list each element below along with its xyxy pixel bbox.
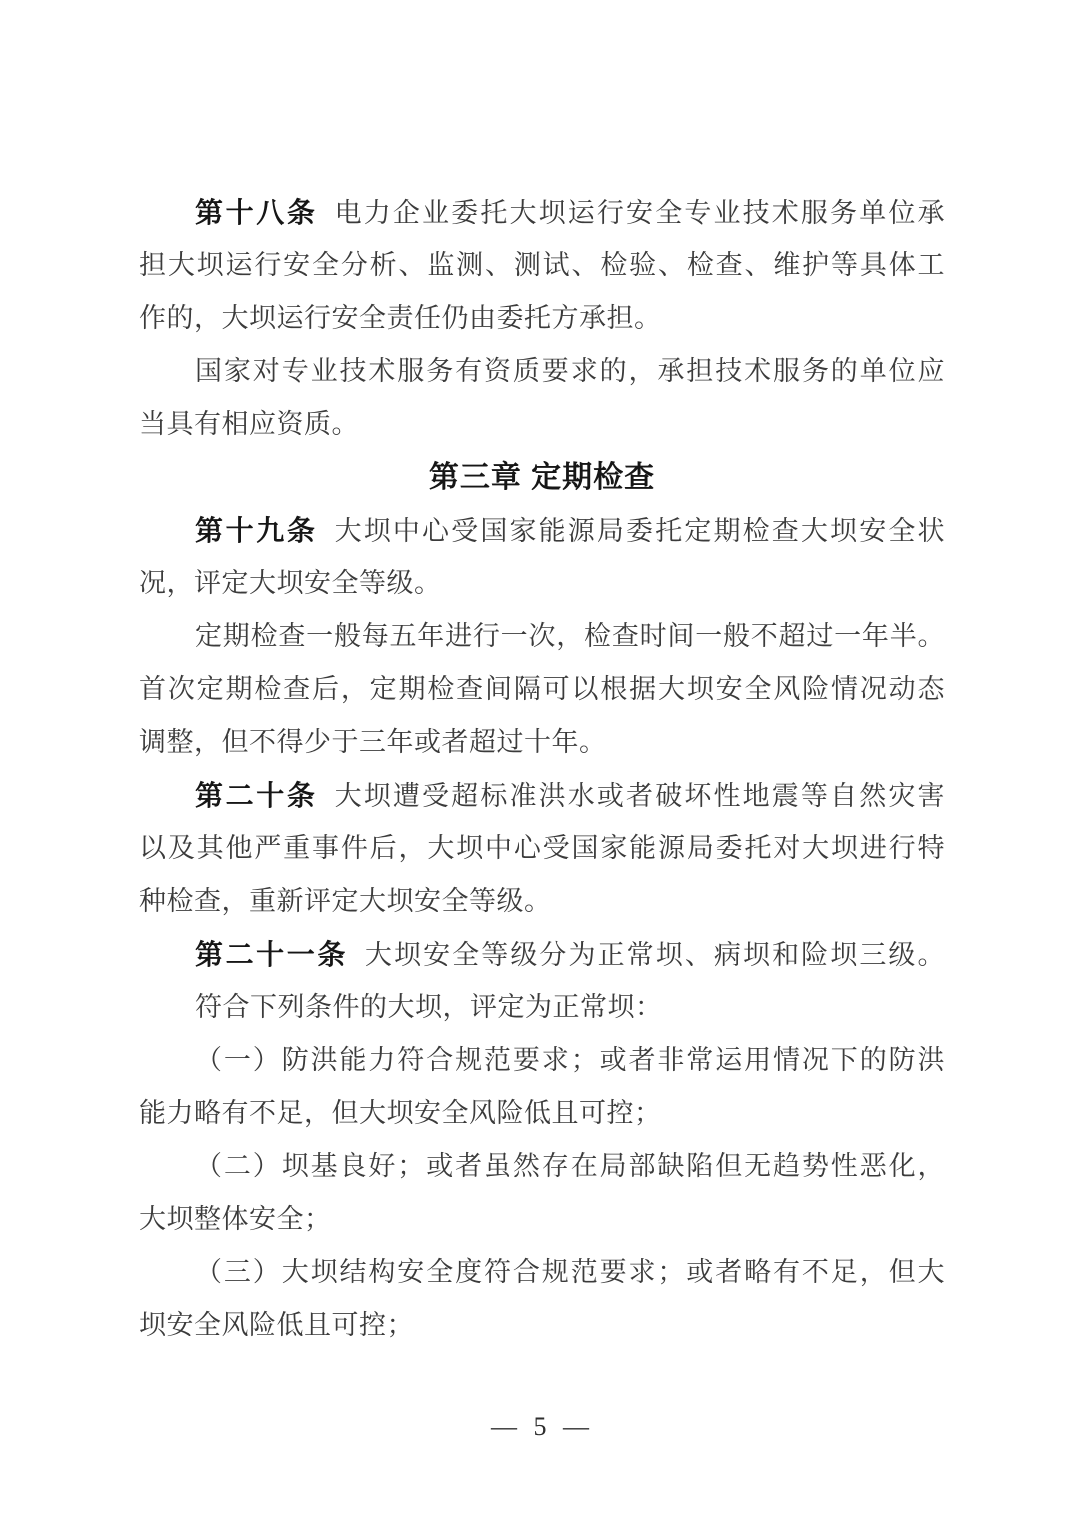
text-line: 符合下列条件的大坝，评定为正常坝： (195, 992, 663, 1022)
text-line: 定期检查一般每五年进行一次，检查时间一般不超过一年半。 (195, 621, 945, 651)
text-line: 况，评定大坝安全等级。 (139, 568, 442, 598)
page-number: — 5 — (491, 1412, 589, 1441)
text-line: 能力略有不足，但大坝安全风险低且可控； (139, 1098, 662, 1128)
text-line: （三）大坝结构安全度符合规范要求；或者略有不足，但大 (195, 1257, 945, 1287)
text-line: （二）坝基良好；或者虽然存在局部缺陷但无趋势性恶化， (195, 1151, 945, 1181)
article-number: 第十八条 (195, 197, 318, 228)
chapter-heading: 第三章 定期检查 (428, 461, 656, 494)
text-line: 担大坝运行安全分析、监测、测试、检验、检查、维护等具体工 (139, 250, 945, 280)
text-line: 以及其他严重事件后，大坝中心受国家能源局委托对大坝进行特 (139, 833, 945, 863)
text-line: 坝安全风险低且可控； (139, 1310, 414, 1340)
line-text: 电力企业委托大坝运行安全专业技术服务单位承 (334, 198, 945, 228)
article-number: 第二十一条 (195, 939, 348, 970)
text-line-article-20 (139, 769, 945, 822)
text-line-article-19 (139, 504, 945, 557)
text-line-article-21 (139, 928, 945, 981)
text-line: 大坝整体安全； (139, 1204, 332, 1234)
text-line: 调整，但不得少于三年或者超过十年。 (139, 727, 607, 757)
line-text: 大坝遭受超标准洪水或者破坏性地震等自然灾害 (334, 781, 945, 811)
text-line: 当具有相应资质。 (139, 409, 359, 439)
text-line: 种检查，重新评定大坝安全等级。 (139, 886, 552, 916)
article-number: 第二十条 (195, 780, 318, 811)
line-text: 大坝中心受国家能源局委托定期检查大坝安全状 (334, 516, 945, 546)
text-line-article-18 (139, 186, 945, 239)
article-number: 第十九条 (195, 515, 318, 546)
line-text: 大坝安全等级分为正常坝、病坝和险坝三级。 (364, 940, 945, 970)
document-body (139, 186, 945, 1352)
text-line: 作的，大坝运行安全责任仍由委托方承担。 (139, 303, 662, 333)
text-line: 首次定期检查后，定期检查间隔可以根据大坝安全风险情况动态 (139, 674, 945, 704)
text-line: 国家对专业技术服务有资质要求的，承担技术服务的单位应 (195, 356, 945, 386)
text-line: （一）防洪能力符合规范要求；或者非常运用情况下的防洪 (195, 1045, 945, 1075)
